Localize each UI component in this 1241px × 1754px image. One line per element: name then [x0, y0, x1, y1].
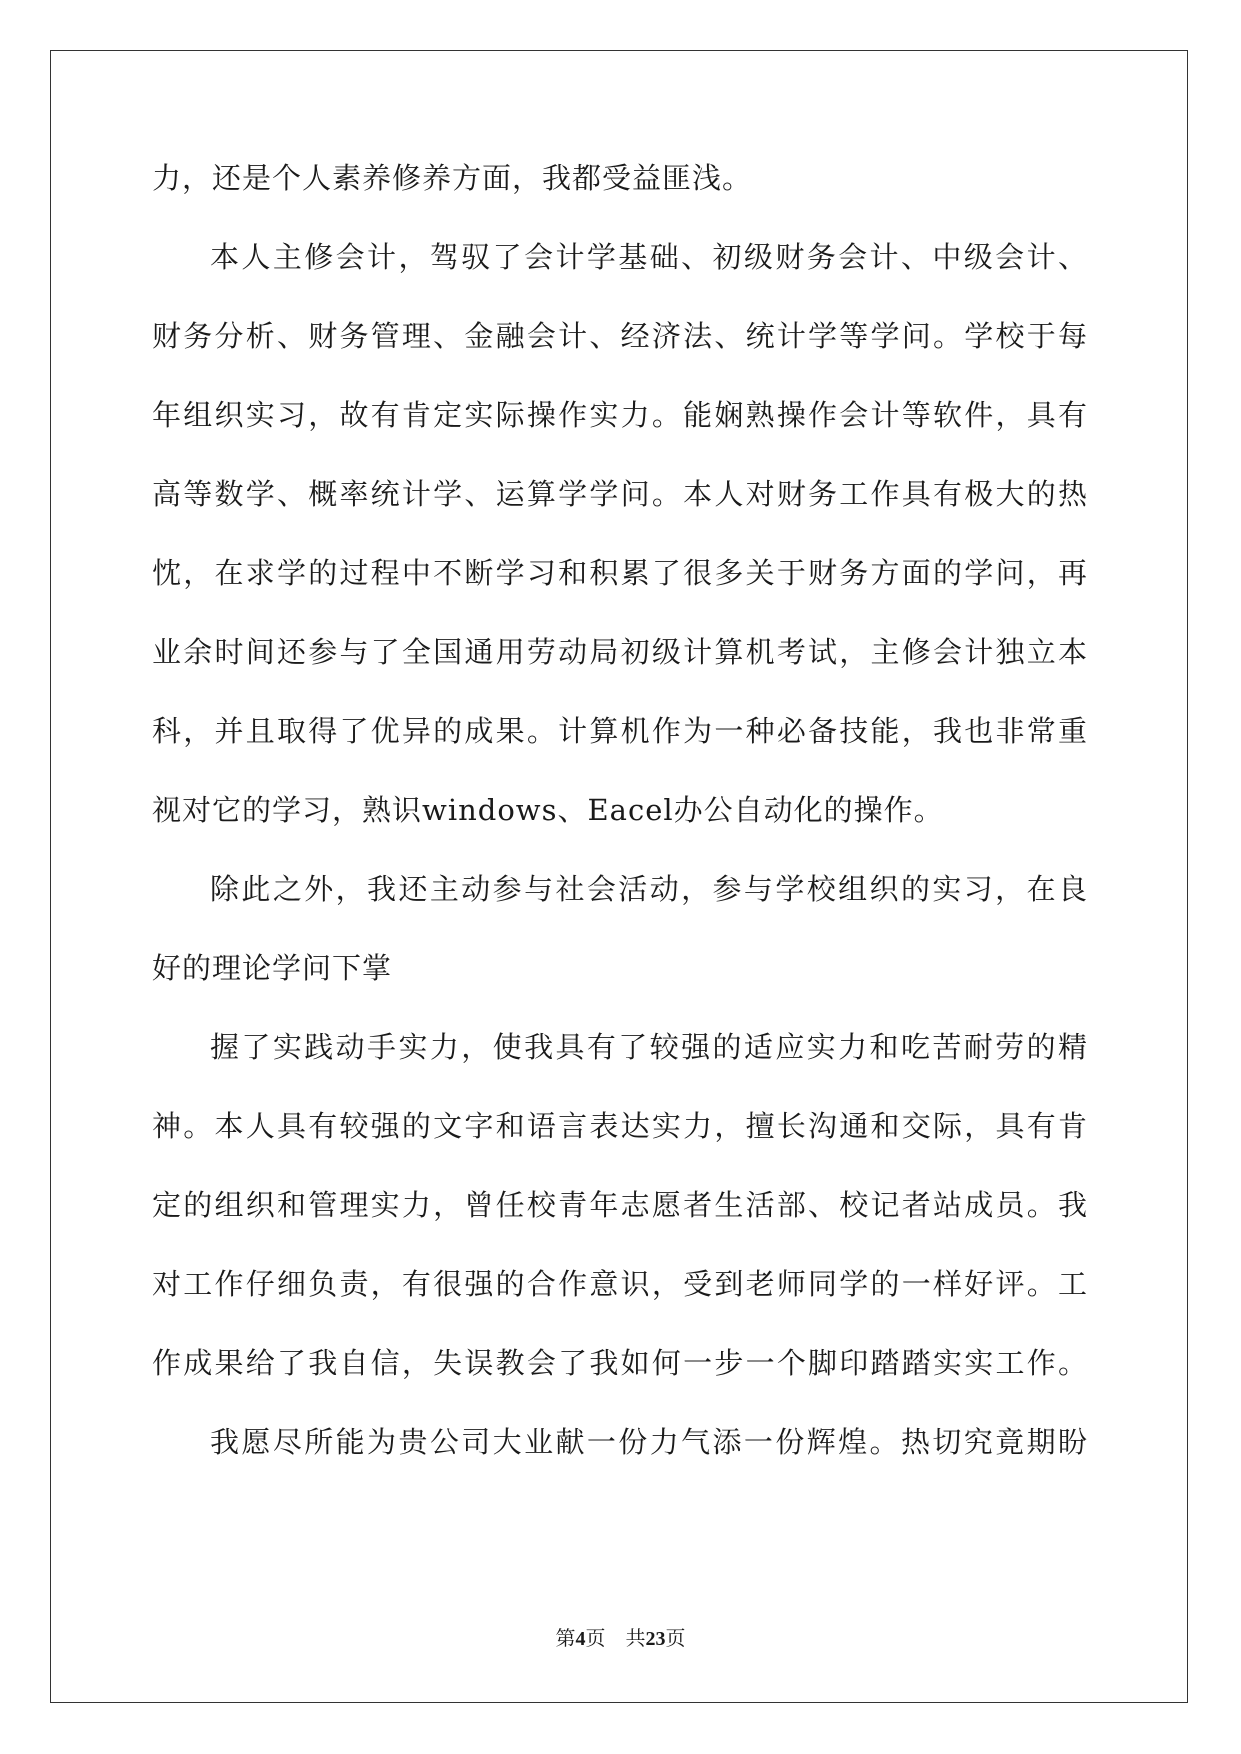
text-line: 年组织实习，故有肯定实际操作实力。能娴熟操作会计等软件，具有	[152, 398, 1088, 432]
text-line: 本人主修会计，驾驭了会计学基础、初级财务会计、中级会计、	[210, 240, 1088, 274]
text-line: 我愿尽所能为贵公司大业献一份力气添一份辉煌。热切究竟期盼	[210, 1425, 1088, 1459]
page-footer	[0, 1622, 1241, 1651]
text-line: 力，还是个人素养修养方面，我都受益匪浅。	[152, 161, 753, 195]
text-line: 高等数学、概率统计学、运算学学问。本人对财务工作具有极大的热	[152, 477, 1088, 511]
text-line: 除此之外，我还主动参与社会活动，参与学校组织的实习，在良	[210, 872, 1088, 906]
text-line: 科，并且取得了优异的成果。计算机作为一种必备技能，我也非常重	[152, 714, 1088, 748]
text-line: 好的理论学问下掌	[152, 951, 393, 985]
footer-total-suffix: 页	[665, 1628, 686, 1650]
text-line: 对工作仔细负责，有很强的合作意识，受到老师同学的一样好评。工	[152, 1267, 1088, 1301]
text-line: 定的组织和管理实力，曾任校青年志愿者生活部、校记者站成员。我	[152, 1188, 1088, 1222]
text-line: 财务分析、财务管理、金融会计、经济法、统计学等学问。学校于每	[152, 319, 1088, 353]
footer-prefix: 第	[555, 1628, 576, 1650]
total-page-number: 23	[645, 1628, 666, 1650]
text-line: 握了实践动手实力，使我具有了较强的适应实力和吃苦耐劳的精	[210, 1030, 1088, 1064]
text-line: 业余时间还参与了全国通用劳动局初级计算机考试，主修会计独立本	[152, 635, 1088, 669]
current-page-number: 4	[575, 1628, 586, 1650]
footer-total-prefix: 共	[625, 1628, 646, 1650]
text-line: 忱，在求学的过程中不断学习和积累了很多关于财务方面的学问，再	[152, 556, 1088, 590]
text-line: 作成果给了我自信，失误教会了我如何一步一个脚印踏踏实实工作。	[152, 1346, 1088, 1380]
document-body	[152, 160, 1088, 1503]
footer-page-suffix: 页	[585, 1628, 606, 1650]
text-line: 视对它的学习，熟识windows、Eacel办公自动化的操作。	[152, 793, 944, 827]
text-line: 神。本人具有较强的文字和语言表达实力，擅长沟通和交际，具有肯	[152, 1109, 1088, 1143]
